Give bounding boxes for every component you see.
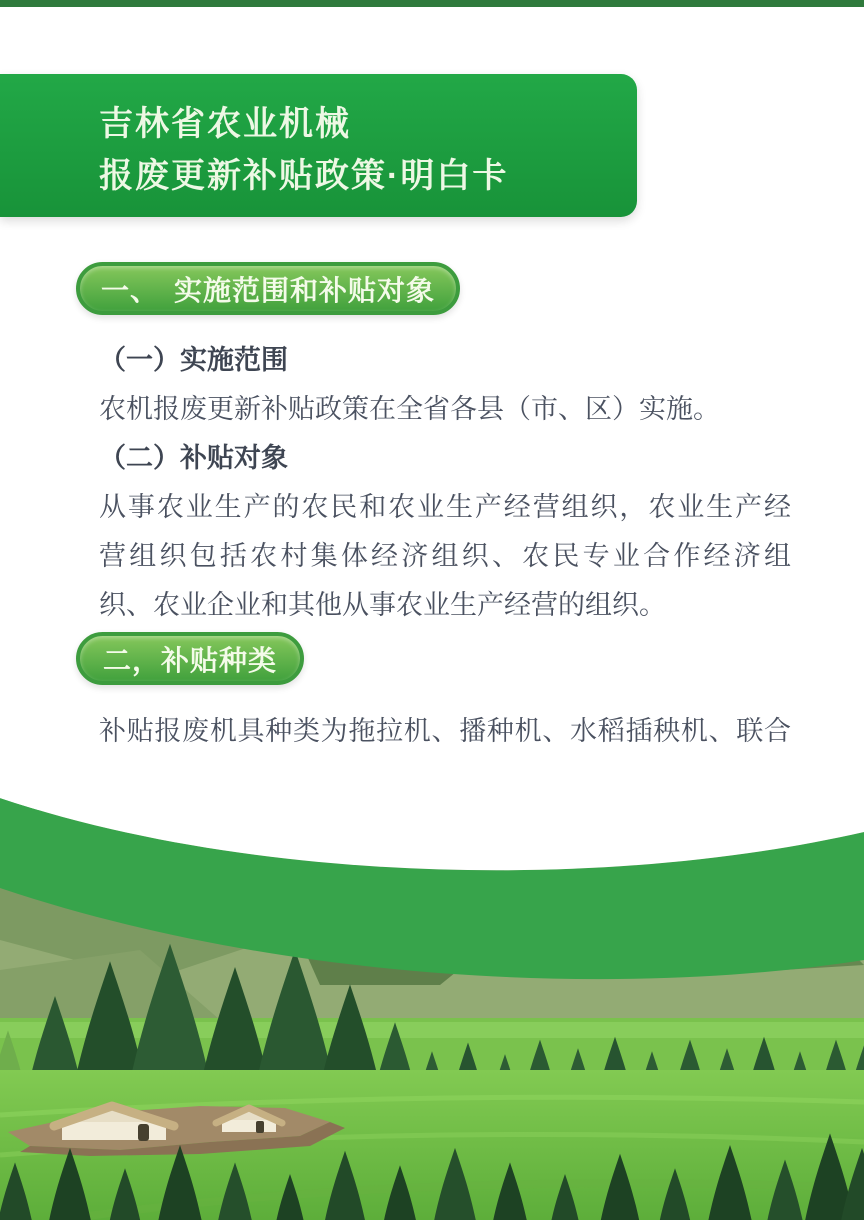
header-banner xyxy=(0,74,637,217)
section1-item2-line3: 织、农业企业和其他从事农业生产经营的组织。 xyxy=(99,590,666,620)
section2-heading-label: 二，补贴种类 xyxy=(102,644,277,676)
section2-heading-pill xyxy=(76,632,304,685)
section1-item2-line2: 营组织包括农村集体经济组织、农民专业合作经济组 xyxy=(99,541,791,571)
section1-item2-title: （二）补贴对象 xyxy=(99,443,288,473)
top-edge-strip xyxy=(0,0,864,7)
section1-heading-label: 一、 实施范围和补贴对象 xyxy=(100,274,435,306)
section2-line1: 补贴报废机具种类为拖拉机、播种机、水稻插秧机、联合 xyxy=(99,716,791,746)
section1-item1-body: 农机报废更新补贴政策在全省各县（市、区）实施。 xyxy=(99,394,720,424)
section1-body xyxy=(99,336,791,630)
landscape-illustration xyxy=(0,770,864,1220)
page-title-line1: 吉林省农业机械 xyxy=(99,105,351,143)
section1-item1-title: （一）实施范围 xyxy=(99,345,288,375)
page-title-line2: 报废更新补贴政策·明白卡 xyxy=(99,157,509,195)
section1-heading-pill xyxy=(76,262,460,315)
section1-item2-line1: 从事农业生产的农民和农业生产经营组织，农业生产经 xyxy=(99,492,791,522)
